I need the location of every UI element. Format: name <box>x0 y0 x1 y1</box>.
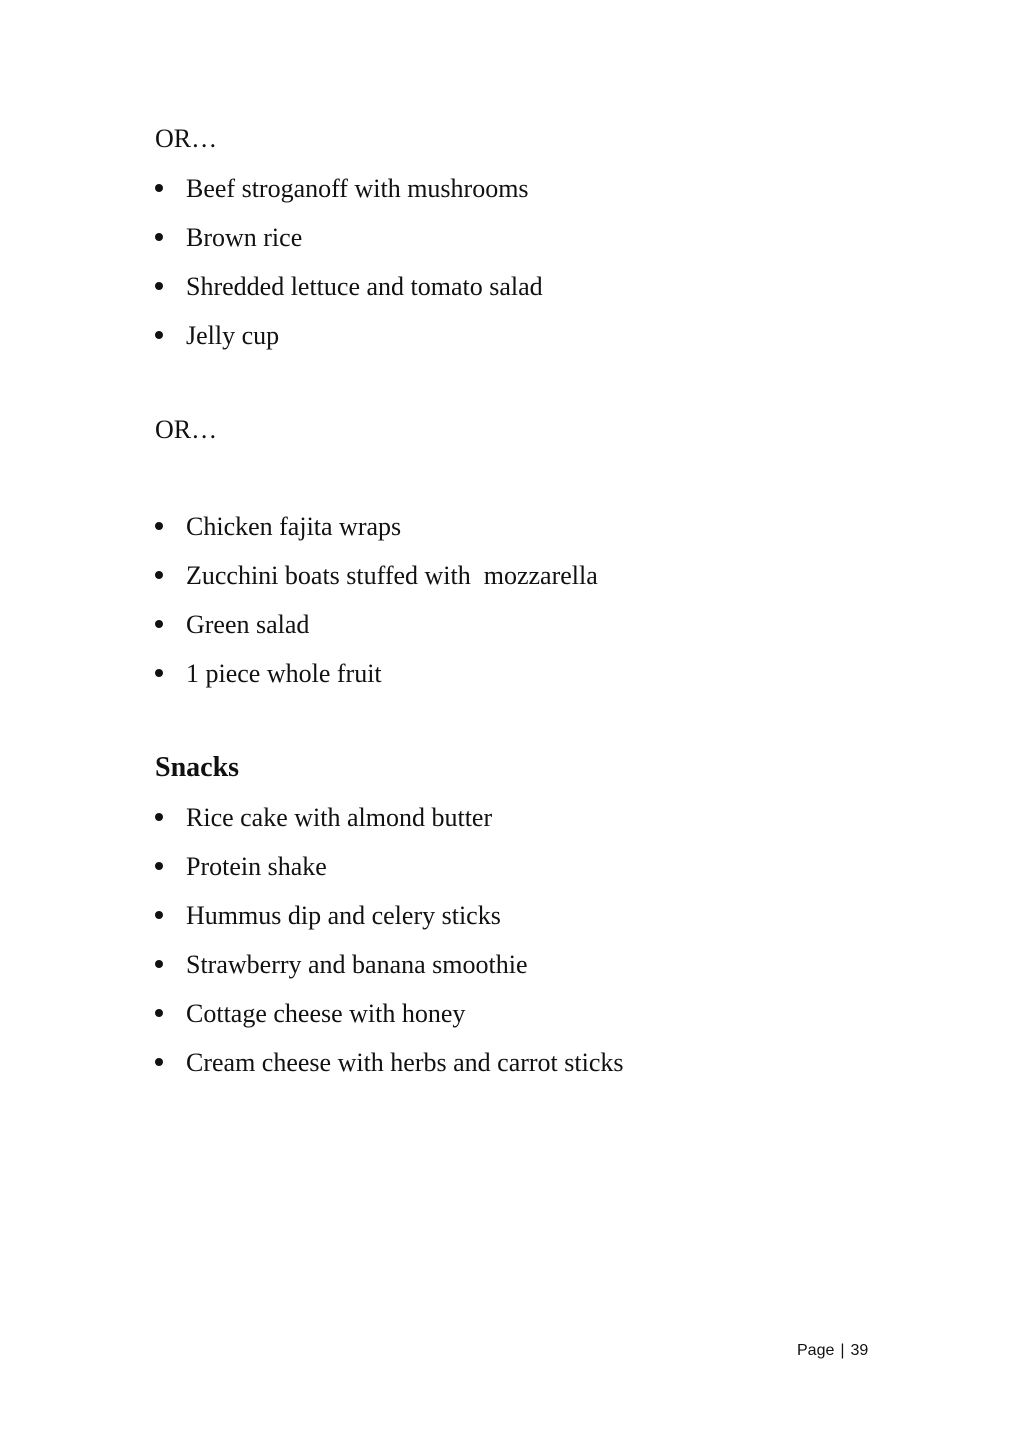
page-footer <box>797 1341 868 1361</box>
list-item <box>155 174 543 223</box>
list-item-text: 1 piece whole fruit <box>186 659 382 688</box>
bullet-icon <box>155 331 163 339</box>
list-item-text: Protein shake <box>186 852 327 881</box>
list-item <box>155 852 624 901</box>
bullet-icon <box>155 1058 163 1066</box>
list-item-text: Cottage cheese with honey <box>186 999 466 1028</box>
list-item <box>155 999 624 1048</box>
list-item-text: Cream cheese with herbs and carrot sticks <box>186 1048 624 1077</box>
list-item-text: Brown rice <box>186 223 303 252</box>
meal-option-1-list <box>155 174 543 370</box>
bullet-icon <box>155 282 163 290</box>
list-item <box>155 659 598 708</box>
list-item <box>155 512 598 561</box>
meal-option-2-list <box>155 512 598 708</box>
list-item <box>155 901 624 950</box>
bullet-icon <box>155 862 163 870</box>
list-item <box>155 223 543 272</box>
bullet-icon <box>155 571 163 579</box>
snacks-heading: Snacks <box>155 752 240 783</box>
list-item <box>155 321 543 370</box>
list-item-text: Beef stroganoff with mushrooms <box>186 174 529 203</box>
bullet-icon <box>155 960 163 968</box>
or-label-1: OR… <box>155 124 218 153</box>
list-item-text: Strawberry and banana smoothie <box>186 950 528 979</box>
bullet-icon <box>155 669 163 677</box>
bullet-icon <box>155 1009 163 1017</box>
list-item <box>155 561 598 610</box>
list-item-text: Hummus dip and celery sticks <box>186 901 501 930</box>
list-item-text: Jelly cup <box>186 321 280 350</box>
footer-separator: | <box>840 1342 845 1359</box>
snacks-list <box>155 803 624 1097</box>
page-label: Page <box>797 1342 835 1359</box>
list-item <box>155 610 598 659</box>
bullet-icon <box>155 620 163 628</box>
bullet-icon <box>155 233 163 241</box>
list-item <box>155 803 624 852</box>
bullet-icon <box>155 813 163 821</box>
list-item-text: Zucchini boats stuffed with mozzarella <box>186 561 598 590</box>
list-item-text: Rice cake with almond butter <box>186 803 493 832</box>
list-item <box>155 950 624 999</box>
bullet-icon <box>155 522 163 530</box>
list-item-text: Chicken fajita wraps <box>186 512 402 541</box>
list-item <box>155 1048 624 1097</box>
list-item <box>155 272 543 321</box>
list-item-text: Green salad <box>186 610 310 639</box>
list-item-text: Shredded lettuce and tomato salad <box>186 272 543 301</box>
bullet-icon <box>155 911 163 919</box>
page-number: 39 <box>850 1342 869 1359</box>
or-label-2: OR… <box>155 415 218 444</box>
bullet-icon <box>155 184 163 192</box>
